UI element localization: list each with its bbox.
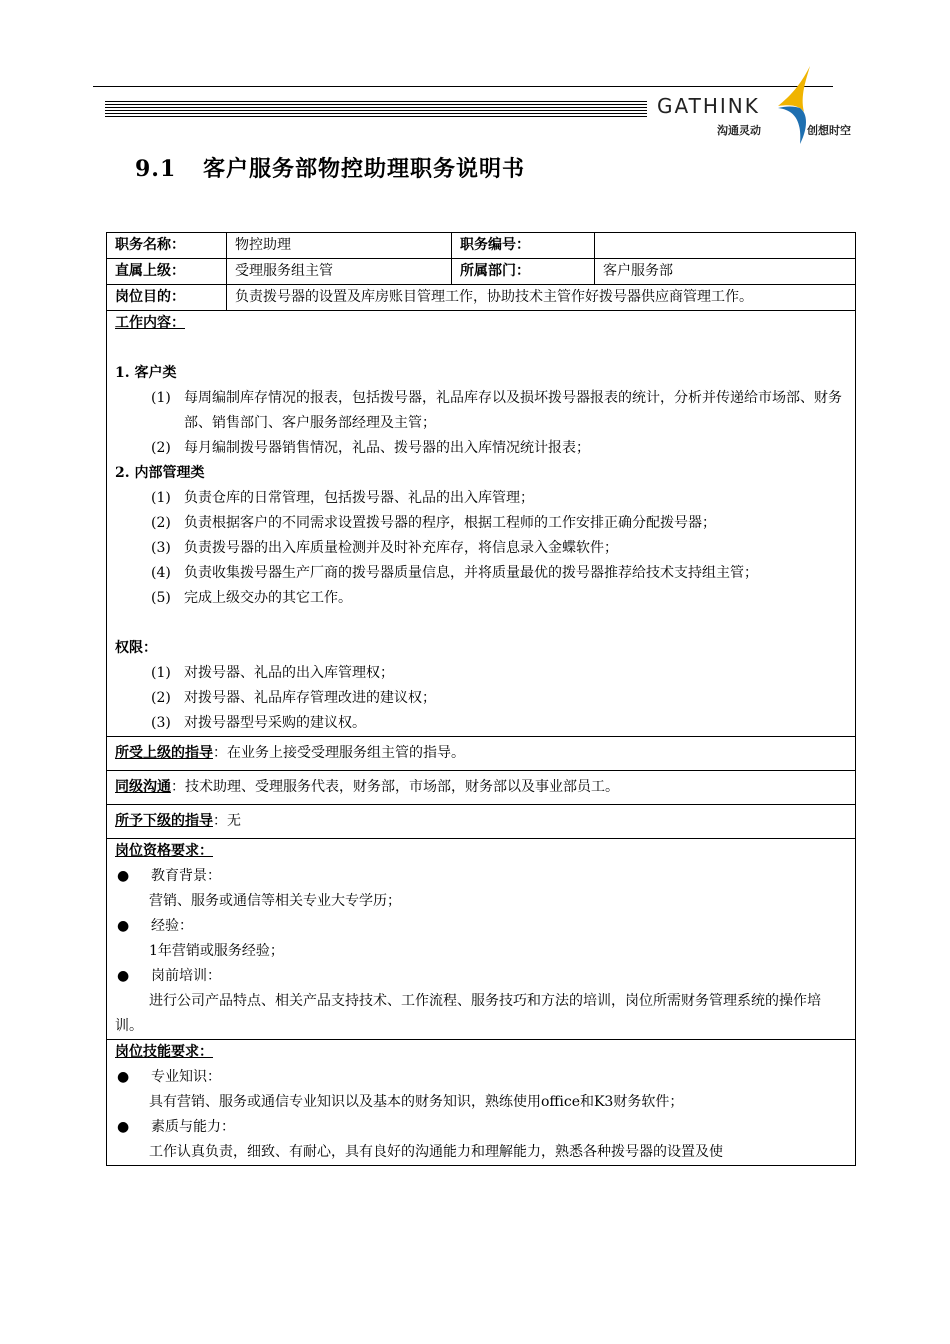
job-code-value (595, 233, 855, 258)
bullet-icon: ● (117, 968, 130, 984)
knowledge-text: 具有营销、服务或通信专业知识以及基本的财务知识，熟练使用office和K3财务软件； (149, 1094, 684, 1110)
list-item: (1) 负责仓库的日常管理，包括拨号器、礼品的出入库管理； (151, 490, 534, 506)
guidance-text: ：在业务上接受受理服务组主管的指导。 (213, 745, 465, 761)
authority-label: 权限： (115, 640, 157, 656)
training-text: 进行公司产品特点、相关产品支持技术、工作流程、服务技巧和方法的培训，岗位所需财务管理系统的操作培训。 (115, 993, 821, 1034)
peer-label: 同级沟通 (115, 779, 171, 795)
list-item: ● 素质与能力： (115, 1115, 847, 1140)
header-stripes (105, 101, 647, 118)
logo-brand-text: GATHINK (657, 94, 760, 118)
bullet-icon: ● (117, 918, 130, 934)
bullet-icon: ● (117, 1119, 130, 1135)
list-item: (2) 每月编制拨号器销售情况，礼品、拨号器的出入库情况统计报表； (151, 440, 590, 456)
row-qualification (107, 839, 855, 1040)
purpose-value: 负责拨号器的设置及库房账目管理工作，协助技术主管作好拨号器供应商管理工作。 (235, 289, 753, 305)
job-description-table (106, 232, 856, 1166)
list-item: (3) 负责拨号器的出入库质量检测并及时补充库存，将信息录入金蝶软件； (151, 540, 618, 556)
list-item: (4) 负责收集拨号器生产厂商的拨号器质量信息，并将质量最优的拨号器推荐给技术支持组主管； (151, 565, 758, 581)
qualification-label: 岗位资格要求： (115, 843, 213, 859)
bullet-icon: ● (117, 868, 130, 884)
list-item: (2) 对拨号器、礼品库存管理改进的建议权； (151, 690, 436, 706)
company-logo (655, 66, 870, 146)
list-item: (2) 负责根据客户的不同需求设置拨号器的程序，根据工程师的工作安排正确分配拨号器； (151, 515, 716, 531)
list-item: (5) 完成上级交办的其它工作。 (151, 590, 352, 606)
title-text: 客户服务部物控助理职务说明书 (203, 156, 526, 182)
purpose-label: 岗位目的： (107, 285, 227, 310)
list-item: ● 教育背景： (115, 864, 847, 889)
row-peer (107, 771, 855, 805)
job-code-label: 职务编号： (452, 233, 595, 258)
dept-label: 所属部门： (452, 259, 595, 284)
subordinate-label: 所予下级的指导 (115, 813, 213, 829)
peer-text: ：技术助理、受理服务代表，财务部，市场部，财务部以及事业部员工。 (171, 779, 619, 795)
skills-label: 岗位技能要求： (115, 1044, 213, 1060)
list-item: (1) 对拨号器、礼品的出入库管理权； (151, 665, 394, 681)
row-subordinate (107, 805, 855, 839)
ability-text: 工作认真负责，细致、有耐心，具有良好的沟通能力和理解能力，熟悉各种拨号器的设置及使 (149, 1144, 723, 1160)
row-skills (107, 1040, 855, 1165)
qualification-cell (107, 839, 855, 1039)
guidance-label: 所受上级的指导 (115, 745, 213, 761)
list-item: ● 专业知识： (115, 1065, 847, 1090)
section-number: 9.1 (135, 156, 177, 182)
subordinate-text: ：无 (213, 813, 241, 829)
list-item: (1) 每周编制库存情况的报表，包括拨号器，礼品库存以及损坏拨号器报表的统计，分析并传递给市场部、财务部、销售部门、客户服务部经理及主管； (151, 390, 842, 431)
skills-cell (107, 1040, 855, 1165)
dept-value: 客户服务部 (603, 263, 673, 279)
work-content-cell (107, 311, 855, 736)
list-item: ● 岗前培训： (115, 964, 847, 989)
row-work-content (107, 311, 855, 737)
logo-slogan-right: 创想时空 (807, 124, 851, 137)
bullet-icon: ● (117, 1069, 130, 1085)
page-title (135, 152, 525, 183)
logo-slogan-left: 沟通灵动 (717, 124, 761, 137)
superior-value: 受理服务组主管 (227, 259, 452, 284)
row-job-name (107, 233, 855, 259)
superior-label: 直属上级： (107, 259, 227, 284)
list-item: (3) 对拨号器型号采购的建议权。 (151, 715, 366, 731)
job-name-label: 职务名称： (107, 233, 227, 258)
list-item: ● 经验： (115, 914, 847, 939)
work-section-heading: 2. 内部管理类 (115, 465, 205, 481)
education-text: 营销、服务或通信等相关专业大专学历； (149, 893, 401, 909)
work-section-heading: 1. 客户类 (115, 365, 177, 381)
job-name-value: 物控助理 (227, 233, 452, 258)
row-guidance (107, 737, 855, 771)
work-content-label: 工作内容： (115, 315, 185, 331)
experience-text: 1年营销或服务经验； (149, 943, 284, 959)
row-superior (107, 259, 855, 285)
row-purpose (107, 285, 855, 311)
